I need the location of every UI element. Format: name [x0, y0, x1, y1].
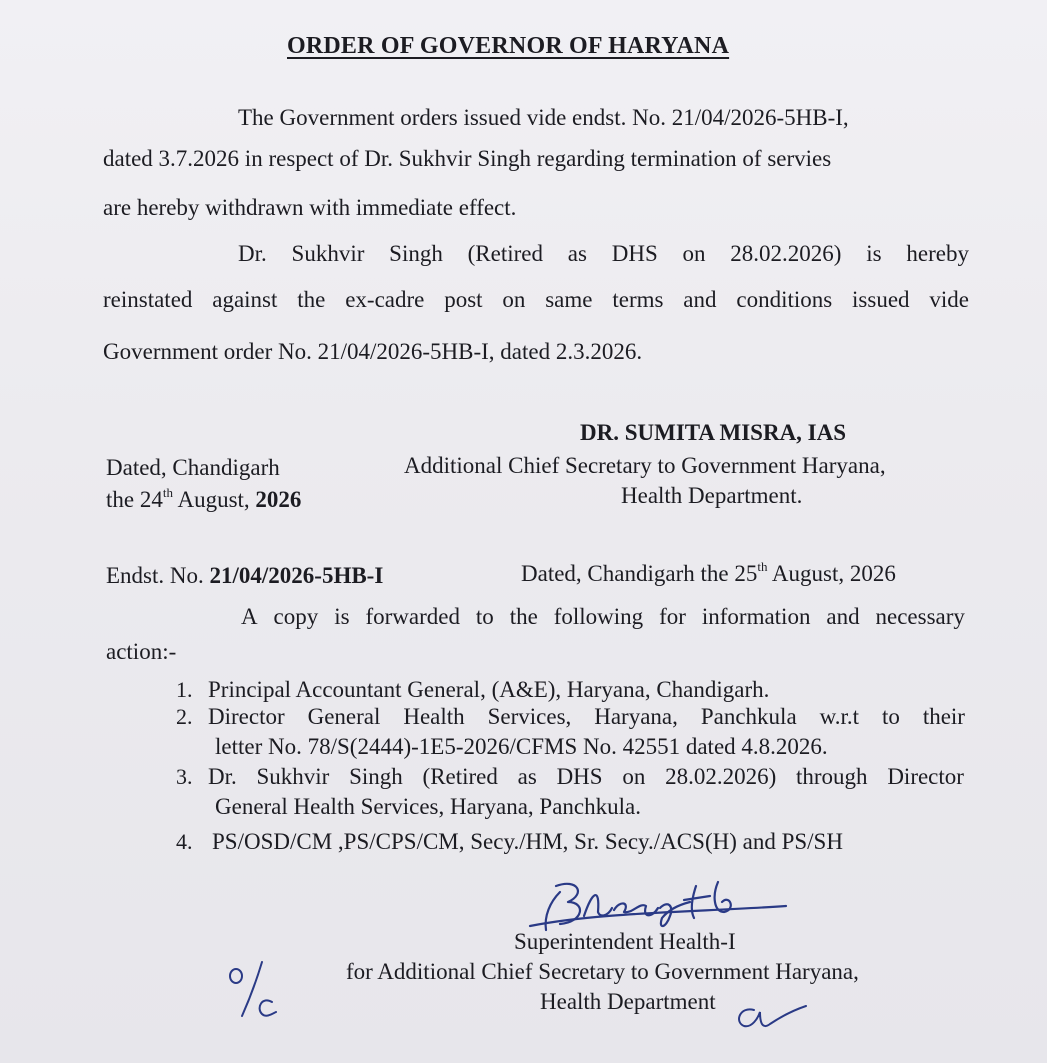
recipient-2-line2: letter No. 78/S(2444)-1E5-2026/CFMS No. 42551 dated 4.8.2026. — [215, 734, 828, 759]
order-title: ORDER OF GOVERNOR OF HARYANA — [287, 33, 730, 59]
dated-place: Dated, Chandigarh — [106, 455, 280, 480]
footer-for-line: for Additional Chief Secretary to Government Haryana, — [346, 959, 859, 984]
para1-line2: dated 3.7.2026 in respect of Dr. Sukhvir Singh regarding termination of servies — [103, 146, 832, 171]
recipient-3-line1: Dr. Sukhvir Singh (Retired as DHS on 28.02.2026) through Director — [208, 764, 964, 789]
para2-line1: Dr. Sukhvir Singh (Retired as DHS on 28.02.2026) is hereby — [238, 241, 969, 266]
forward-line1: A copy is forwarded to the following for information and necessary — [241, 604, 965, 629]
recipient-2-number: 2. — [176, 704, 193, 729]
para1-line3: are hereby withdrawn with immediate effect. — [103, 195, 517, 220]
recipient-1-line1: Principal Accountant General, (A&E), Haryana, Chandigarh. — [208, 677, 770, 702]
footer-department: Health Department — [540, 989, 716, 1014]
dated-date: the 24th August, 2026 — [106, 485, 302, 512]
recipient-4-line1: PS/OSD/CM ,PS/CPS/CM, Secy./HM, Sr. Secy./ACS(H) and PS/SH — [212, 829, 843, 854]
recipient-1-number: 1. — [176, 677, 193, 702]
recipient-3-line2: General Health Services, Haryana, Panchkula. — [215, 794, 641, 819]
para1-line1: The Government orders issued vide endst. No. 21/04/2026-5HB-I, — [238, 105, 849, 130]
recipient-4-number: 4. — [176, 829, 193, 854]
endst-date: Dated, Chandigarh the 25th August, 2026 — [521, 559, 896, 586]
endst-number: Endst. No. 21/04/2026-5HB-I — [106, 563, 384, 588]
para2-line2: reinstated against the ex-cadre post on same terms and conditions issued vide — [103, 287, 969, 312]
signatory-designation: Additional Chief Secretary to Government Haryana, — [404, 453, 886, 478]
footer-designation: Superintendent Health-I — [514, 929, 736, 954]
handwritten-initial-mark — [730, 994, 810, 1034]
recipient-3-number: 3. — [176, 764, 193, 789]
recipient-2-line1: Director General Health Services, Haryana, Panchkula w.r.t to their — [208, 704, 965, 729]
forward-line2: action:- — [106, 639, 177, 664]
signatory-name: DR. SUMITA MISRA, IAS — [580, 420, 847, 445]
para2-line3: Government order No. 21/04/2026-5HB-I, dated 2.3.2026. — [103, 339, 643, 364]
signatory-department: Health Department. — [621, 483, 803, 508]
handwritten-o-c-mark — [222, 956, 282, 1024]
